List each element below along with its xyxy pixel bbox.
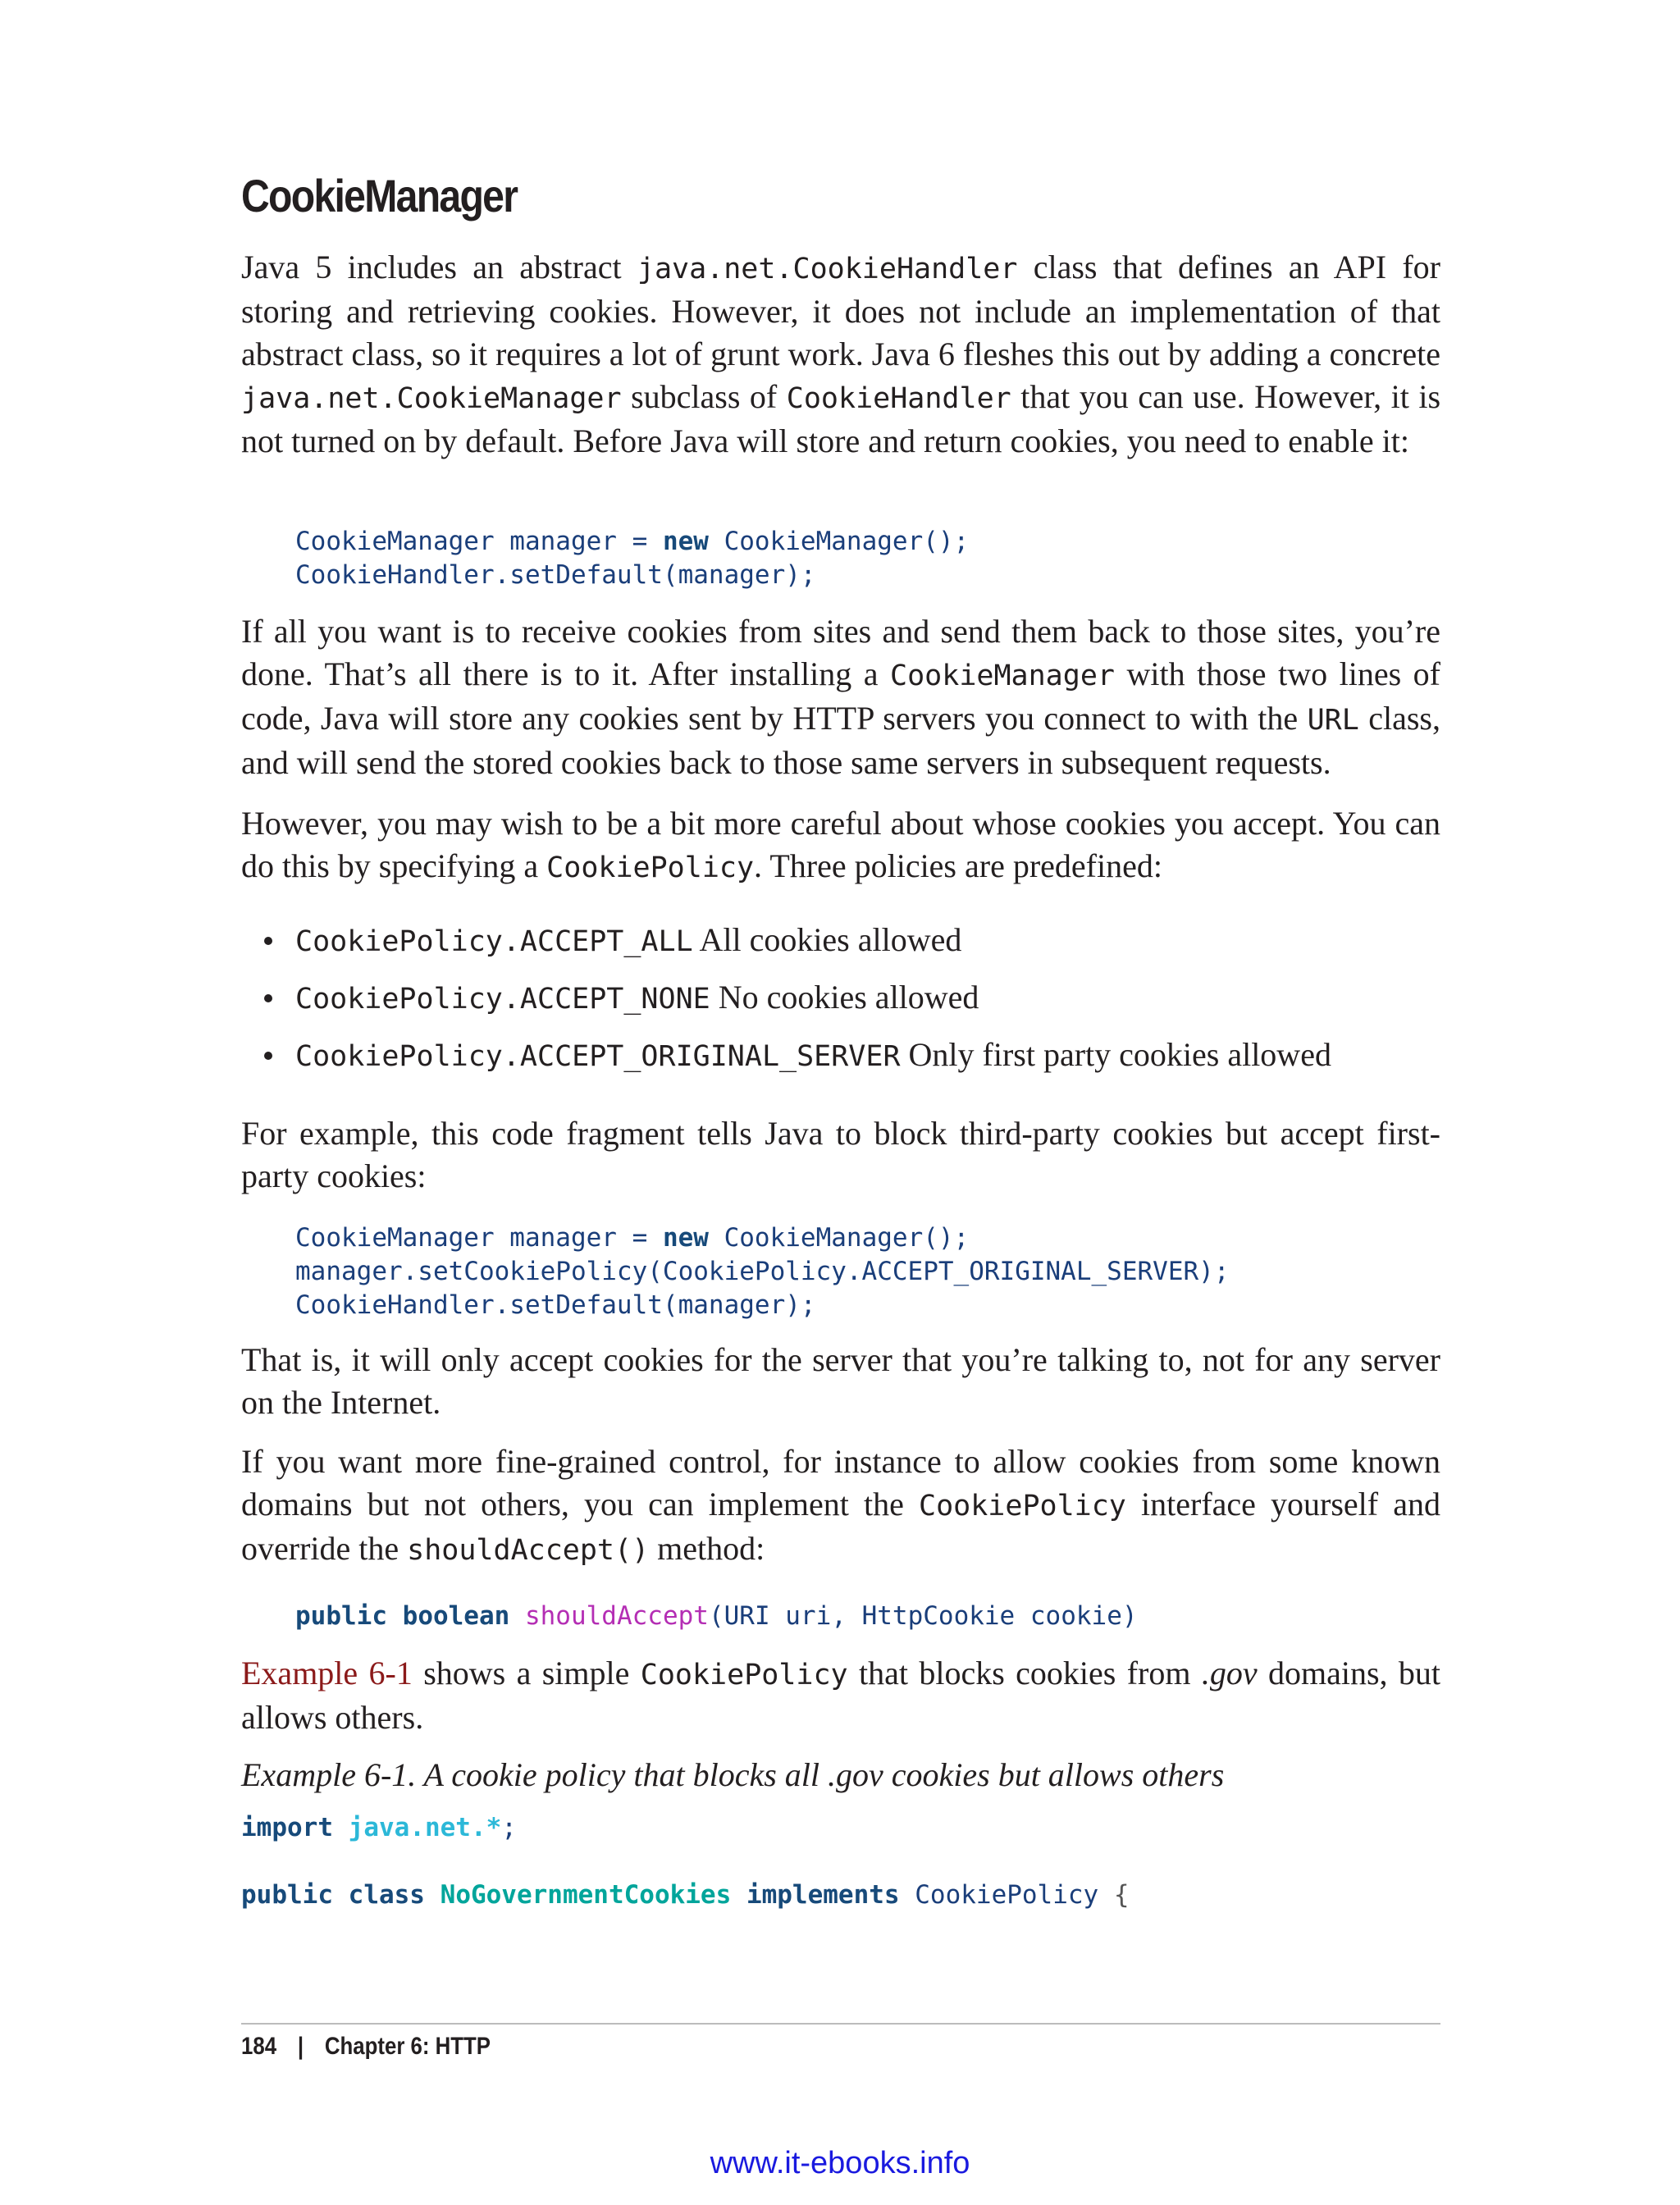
code-text: { (1113, 1880, 1130, 1910)
text: subclass of (621, 378, 787, 415)
inline-code: java.net.CookieManager (241, 382, 622, 415)
code-function: shouldAccept (524, 1601, 709, 1631)
text: Only first party cookies allowed (900, 1036, 1331, 1073)
section-title: CookieManager (241, 170, 518, 221)
text: All cookies allowed (692, 921, 962, 958)
text: . Three policies are predefined: (754, 847, 1162, 884)
code-text: manager.setCookiePolicy(CookiePolicy.ACCEPT_ORIGINAL_SERVER); (295, 1257, 1230, 1286)
paragraph-server: That is, it will only accept cookies for the server that you’re talking to, not for any server on the Internet. (241, 1341, 1440, 1421)
code-text: CookiePolicy (915, 1880, 1099, 1910)
inline-code: CookieManager (890, 660, 1115, 692)
paragraph-policy (241, 802, 1440, 889)
inline-code: CookiePolicy.ACCEPT_ORIGINAL_SERVER (295, 1040, 901, 1073)
text: If all you want is to receive cookies from sites and send them back to those sites, you’re done. That’s all there is to it. After installing a (241, 613, 1440, 692)
text: with those two lines of code, Java will store any cookies sent by HTTP servers you connect to with the (241, 655, 1441, 737)
list-item (258, 976, 1440, 1034)
text: domains, but allows others. (241, 1655, 1440, 1736)
text: class that defines an API for storing and retrieving cookies. However, it does not include an implementation of that abstract class, so it requires a lot of grunt work. Java 6 fleshes this out by adding a concrete (241, 249, 1440, 372)
watermark-link[interactable]: www.it-ebooks.info (710, 2146, 970, 2180)
footer-separator: | (297, 2033, 304, 2060)
code-signature (295, 1600, 1138, 1633)
text: Java 5 includes an abstract (241, 249, 637, 285)
inline-code: CookieHandler (786, 382, 1011, 415)
inline-code: URL (1307, 704, 1359, 737)
inline-code: shouldAccept() (407, 1534, 650, 1567)
code-package: java.net.* (348, 1813, 502, 1842)
page-footer (241, 2033, 491, 2061)
cross-reference-link[interactable]: Example 6-1 (241, 1655, 413, 1691)
paragraph-example: For example, this code fragment tells Java to block third-party cookies but accept first-party cookies: (241, 1115, 1440, 1194)
code-text: (URI uri, HttpCookie cookie) (708, 1601, 1138, 1631)
paragraph-fine-grained (241, 1440, 1440, 1572)
text: shows a simple (412, 1655, 641, 1691)
code-class-name: NoGovernmentCookies (440, 1880, 732, 1910)
footer-divider (241, 2023, 1440, 2025)
inline-code: CookiePolicy (640, 1659, 848, 1691)
code-keyword: new (662, 1223, 709, 1253)
text: that you can use. However, it is not turned on by default. Before Java will store and return cookies, you need to enable it: (241, 378, 1441, 459)
code-keyword: public (295, 1601, 387, 1631)
chapter-label: Chapter 6: HTTP (324, 2033, 491, 2060)
code-block-example (241, 1811, 1130, 1912)
text: that blocks cookies from (847, 1655, 1202, 1691)
paragraph-intro (241, 246, 1440, 463)
page-number: 184 (241, 2033, 277, 2060)
code-text: CookieManager manager = (295, 527, 663, 556)
code-keyword: boolean (402, 1601, 510, 1631)
paragraph-example-ref (241, 1652, 1440, 1739)
code-block-policy (295, 1221, 1229, 1322)
code-block-enable (295, 525, 969, 592)
code-text: ; (501, 1813, 517, 1842)
text: If you want more fine-grained control, for instance to allow cookies from some known domains but not others, you can implement the (241, 1443, 1440, 1522)
inline-code: java.net.CookieHandler (637, 253, 1018, 285)
paragraph-receive (241, 610, 1440, 784)
code-text: CookieManager(); (708, 1223, 970, 1253)
code-text: CookieHandler.setDefault(manager); (295, 1290, 816, 1320)
text: No cookies allowed (710, 979, 979, 1016)
inline-code: CookiePolicy (919, 1490, 1126, 1522)
text: However, you may wish to be a bit more careful about whose cookies you accept. You can do this by specifying a (241, 805, 1440, 884)
code-keyword: import (241, 1813, 333, 1842)
policy-list (258, 919, 1440, 1091)
code-keyword: new (662, 527, 709, 556)
inline-code: CookiePolicy.ACCEPT_ALL (295, 925, 693, 958)
code-text: CookieManager(); (708, 527, 970, 556)
example-caption: Example 6-1. A cookie policy that blocks all .gov cookies but allows others (241, 1756, 1225, 1793)
list-item (258, 1034, 1440, 1091)
code-keyword: public (241, 1880, 333, 1910)
list-item (258, 919, 1440, 976)
code-text: CookieHandler.setDefault(manager); (295, 560, 816, 590)
text: interface yourself and override the (241, 1486, 1440, 1567)
code-text: CookieManager manager = (295, 1223, 663, 1253)
code-keyword: implements (746, 1880, 900, 1910)
inline-code: CookiePolicy (546, 851, 755, 884)
emphasis: .gov (1201, 1655, 1258, 1691)
text: method: (649, 1530, 765, 1567)
inline-code: CookiePolicy.ACCEPT_NONE (295, 983, 710, 1016)
text: class, and will send the stored cookies back to those same servers in subsequent requests. (241, 700, 1440, 781)
code-keyword: class (348, 1880, 425, 1910)
